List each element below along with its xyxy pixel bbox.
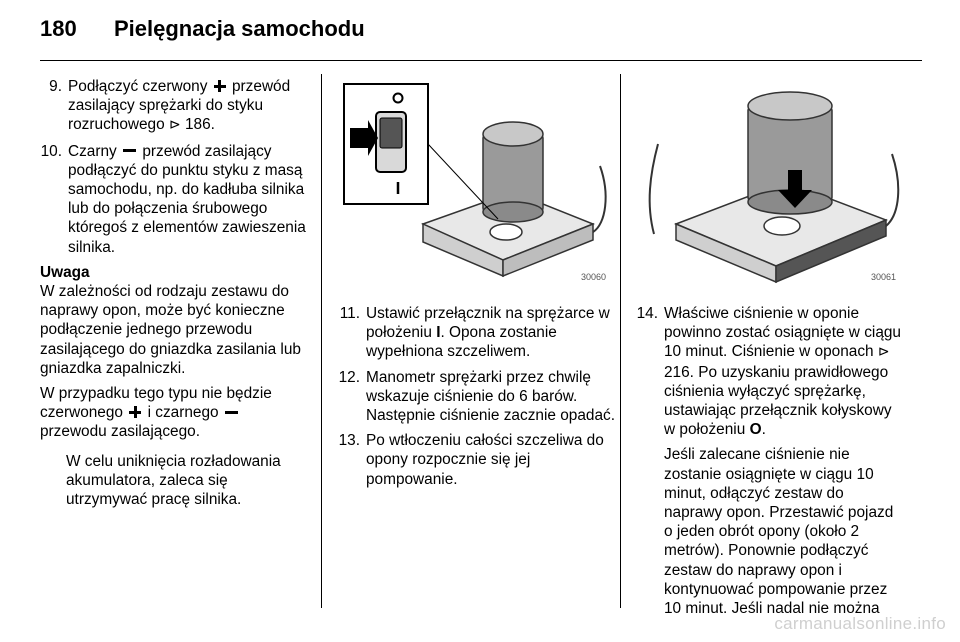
plus-icon	[214, 80, 226, 92]
step-13	[338, 431, 616, 489]
step-14-text-a: Właściwe ciśnienie w oponie powinno zostać osiągnięte w ciągu 10 minut. Ciśnienie w oponach	[664, 305, 901, 361]
step-number: 13.	[338, 432, 360, 450]
step-text: Po wtłoczeniu całości szczeliwa do opony rozpocznie się jej pompowanie.	[366, 432, 604, 488]
step-text	[68, 77, 308, 136]
step-11-position: I	[436, 324, 441, 342]
column-divider-1	[321, 74, 322, 608]
step-text: Manometr sprężarki przez chwilę wskazuje ciśnienie do 6 barów. Następnie ciśnienie zacznie opadać.	[366, 368, 615, 425]
step-number: 14.	[636, 305, 658, 322]
step-10	[40, 142, 308, 257]
warning-text: W celu uniknięcia rozładowania akumulatora, zaleca się utrzymywać pracę silnika.	[66, 452, 281, 509]
note-text: W zależności od rodzaju zestawu do naprawy opon, może być konieczne podłączenie jednego przewodu zasilającego do gniazdka zasilania lub gniazdka zapalniczki.	[40, 283, 301, 377]
compressor-switch-illustration	[338, 74, 616, 286]
note-heading: Uwaga	[40, 263, 90, 281]
step-10-text-a: Czarny	[68, 142, 117, 160]
step-number: 11.	[339, 305, 360, 322]
step-11-text-a: Ustawić przełącznik na sprężarce w położeniu	[366, 305, 610, 342]
plus-icon	[129, 406, 141, 418]
figure-code: 30061	[870, 272, 896, 282]
step-text	[366, 304, 616, 362]
step-number: 9.	[49, 78, 62, 95]
figure-code: 30060	[580, 272, 606, 282]
column-divider-2	[620, 74, 621, 608]
minus-icon	[123, 145, 136, 157]
step-text	[68, 142, 308, 257]
step-number: 12.	[338, 368, 360, 386]
step-11	[338, 304, 616, 362]
figure-compressor-gauge	[636, 74, 906, 286]
step-9-ref: 186.	[184, 116, 215, 134]
step-14-position: O	[749, 421, 762, 439]
page-number: 180	[40, 16, 77, 41]
note-2-a: W przypadku tego typu nie będzie czerwonego	[40, 385, 272, 422]
figure-compressor-switch	[338, 74, 616, 286]
page-title: Pielęgnacja samochodu	[114, 16, 365, 41]
step-14-ref: 216.	[664, 363, 694, 381]
step-14-end: .	[761, 421, 766, 439]
watermark: carmanualsonline.info	[774, 614, 946, 633]
note-text-2	[40, 384, 308, 442]
step-11-text-b: . Opona zostanie wypełniona szczeliwem.	[366, 324, 557, 361]
compressor-gauge-illustration	[636, 74, 906, 286]
column-2	[338, 304, 616, 495]
step-14-text-b: Po uzyskaniu prawidłowego ciśnienia wyłączyć sprężarkę, ustawiając przełącznik kołyskowy w położeniu	[664, 363, 892, 439]
column-3	[636, 304, 906, 630]
note-2-c: przewodu zasilającego.	[40, 423, 200, 441]
header-rule	[40, 60, 922, 61]
step-9-text-a: Podłączyć czerwony	[68, 78, 208, 95]
step-10-text-b: przewód zasilający podłączyć do punktu styku z masą samochodu, np. do kadłuba silnika lub do połączenia śrubowego któregoś z elementów zawieszenia silnika.	[68, 142, 306, 256]
column-1	[40, 77, 308, 515]
step-9	[40, 77, 308, 136]
step-14	[636, 304, 906, 624]
page-header	[40, 16, 922, 56]
step-12	[338, 368, 616, 426]
page-reference-icon: ⊳	[877, 344, 890, 361]
step-number: 10.	[40, 142, 62, 160]
step-14-continuation: Jeśli zalecane ciśnienie nie zostanie osiągnięte w ciągu 10 minut, odłączyć zestaw do naprawy opon. Przestawić pojazd o jeden obrót opony (około 2 metrów). Ponownie podłączyć zestaw do naprawy opon i kontynuować pompowanie przez 10 minut. Jeśli nadal nie można	[664, 446, 894, 618]
page-reference-icon: ⊳	[168, 117, 181, 134]
step-text	[664, 304, 906, 624]
step-9-text-b: przewód zasilający sprężarki do styku rozruchowego	[68, 78, 291, 134]
minus-icon	[225, 406, 238, 418]
note-2-b: i czarnego	[147, 404, 219, 422]
